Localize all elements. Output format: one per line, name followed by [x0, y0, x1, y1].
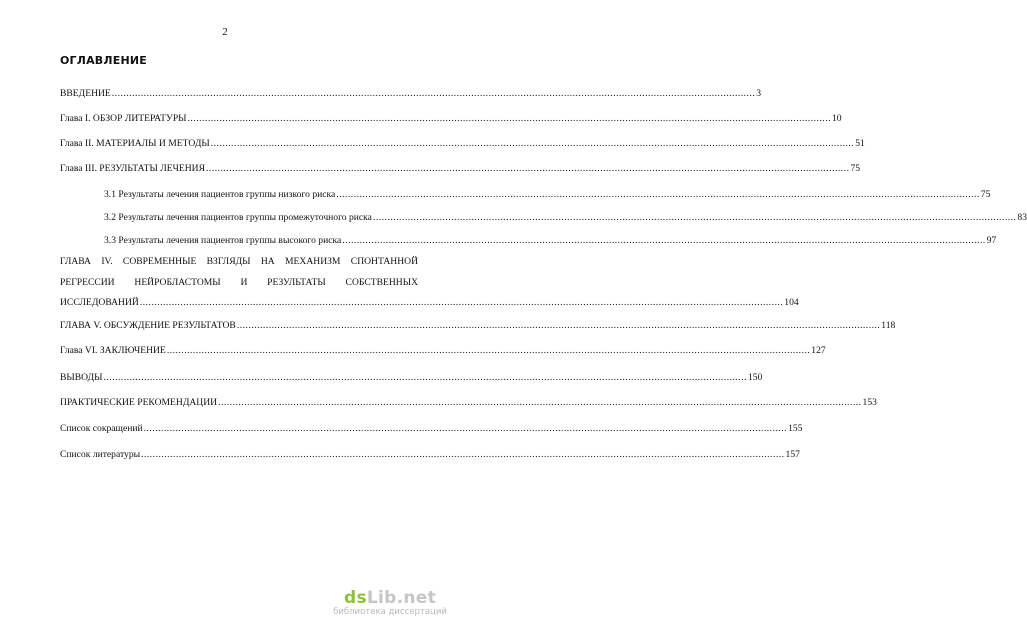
toc-entry-section-3-3[interactable] — [104, 235, 997, 246]
toc-entry-title-line: РЕГРЕССИИ НЕЙРОБЛАСТОМЫ И РЕЗУЛЬТАТЫ СОБСТВЕННЫХ — [60, 276, 418, 288]
toc-entry-chapter-2[interactable] — [60, 138, 865, 149]
toc-entry-conclusions[interactable] — [60, 372, 763, 383]
toc-entry-page: 118 — [881, 320, 896, 331]
watermark-logo — [330, 588, 450, 608]
toc-entry-introduction[interactable] — [60, 88, 762, 99]
toc-leader-dots: .............................................................................................................................................................................................................................. — [111, 88, 756, 99]
toc-entry-page: 157 — [785, 449, 800, 460]
toc-entry-page: 75 — [980, 189, 991, 200]
toc-entry-chapter-5[interactable] — [60, 320, 896, 331]
toc-entry-title: ПРАКТИЧЕСКИЕ РЕКОМЕНДАЦИИ — [60, 397, 218, 408]
toc-entry-page: 3 — [756, 88, 762, 99]
watermark-brand-prefix: ds — [343, 588, 367, 608]
toc-entry-page: 150 — [747, 372, 763, 383]
toc-entry-page: 127 — [811, 345, 826, 356]
toc-entry-page: 51 — [855, 138, 865, 149]
toc-leader-dots: .............................................................................................................................................................................................................................. — [206, 163, 850, 174]
toc-entry-title: Список литературы — [60, 449, 141, 460]
toc-entry-recommendations[interactable] — [60, 397, 877, 408]
toc-leader-dots: .............................................................................................................................................................................................................................. — [336, 189, 980, 200]
toc-entry-title-line: ИССЛЕДОВАНИЙ — [60, 297, 139, 308]
toc-entry-title: Глава II. МАТЕРИАЛЫ И МЕТОДЫ — [60, 138, 210, 149]
page-number: 2 — [222, 26, 228, 38]
toc-entry-page: 153 — [862, 397, 877, 408]
toc-entry-title: ВВЕДЕНИЕ — [60, 88, 111, 99]
toc-entry-section-3-1[interactable] — [104, 189, 991, 200]
toc-entry-chapter-1[interactable] — [60, 113, 842, 124]
toc-entry-page: 104 — [784, 297, 799, 308]
toc-entry-chapter-6[interactable] — [60, 345, 826, 356]
toc-entry-references[interactable] — [60, 449, 800, 460]
toc-leader-dots: .............................................................................................................................................................................................................................. — [218, 397, 862, 408]
toc-entry-page: 10 — [831, 113, 842, 124]
toc-leader-dots: .............................................................................................................................................................................................................................. — [103, 372, 747, 383]
toc-entry-abbreviations[interactable] — [60, 423, 803, 434]
watermark-tagline: библиотека диссертаций — [333, 607, 447, 617]
toc-entry-title: ГЛАВА V. ОБСУЖДЕНИЕ РЕЗУЛЬТАТОВ — [60, 320, 236, 331]
toc-leader-dots: .............................................................................................................................................................................................................................. — [187, 113, 831, 124]
toc-leader-dots: .............................................................................................................................................................................................................................. — [372, 212, 1017, 223]
toc-entry-title-line: ГЛАВА IV. СОВРЕМЕННЫЕ ВЗГЛЯДЫ НА МЕХАНИЗМ СПОНТАННОЙ — [60, 256, 418, 267]
toc-entry-chapter-3[interactable] — [60, 163, 861, 174]
toc-leader-dots: .............................................................................................................................................................................................................................. — [236, 320, 881, 331]
watermark — [330, 588, 450, 617]
toc-entry-title: Глава VI. ЗАКЛЮЧЕНИЕ — [60, 345, 166, 356]
toc-entry-title: 3.1 Результаты лечения пациентов группы низкого риска — [104, 189, 336, 200]
toc-leader-dots: .............................................................................................................................................................................................................................. — [139, 297, 784, 308]
toc-leader-dots: .............................................................................................................................................................................................................................. — [141, 449, 785, 460]
watermark-brand-suffix: Lib.net — [366, 588, 437, 608]
toc-entry-page: 83 — [1017, 212, 1027, 223]
toc-heading: ОГЛАВЛЕНИЕ — [60, 54, 147, 67]
toc-leader-dots: .............................................................................................................................................................................................................................. — [166, 345, 811, 356]
toc-entry-title: Глава III. РЕЗУЛЬТАТЫ ЛЕЧЕНИЯ — [60, 163, 206, 174]
toc-leader-dots: .............................................................................................................................................................................................................................. — [342, 235, 986, 246]
toc-entry-title: 3.2 Результаты лечения пациентов группы промежуточного риска — [104, 212, 372, 223]
toc-entry-title: Глава I. ОБЗОР ЛИТЕРАТУРЫ — [60, 113, 187, 124]
toc-entry-chapter-4[interactable] — [60, 252, 799, 314]
toc-entry-page: 155 — [788, 423, 803, 434]
toc-entry-title: Список сокращений — [60, 423, 143, 434]
toc-leader-dots: .............................................................................................................................................................................................................................. — [210, 138, 855, 149]
toc-entry-section-3-2[interactable] — [104, 212, 1027, 223]
toc-leader-dots: .............................................................................................................................................................................................................................. — [143, 423, 788, 434]
toc-entry-page: 97 — [986, 235, 997, 246]
toc-entry-title: ВЫВОДЫ — [60, 372, 103, 383]
toc-entry-title: 3.3 Результаты лечения пациентов группы высокого риска — [104, 235, 342, 246]
toc-entry-page: 75 — [850, 163, 861, 174]
